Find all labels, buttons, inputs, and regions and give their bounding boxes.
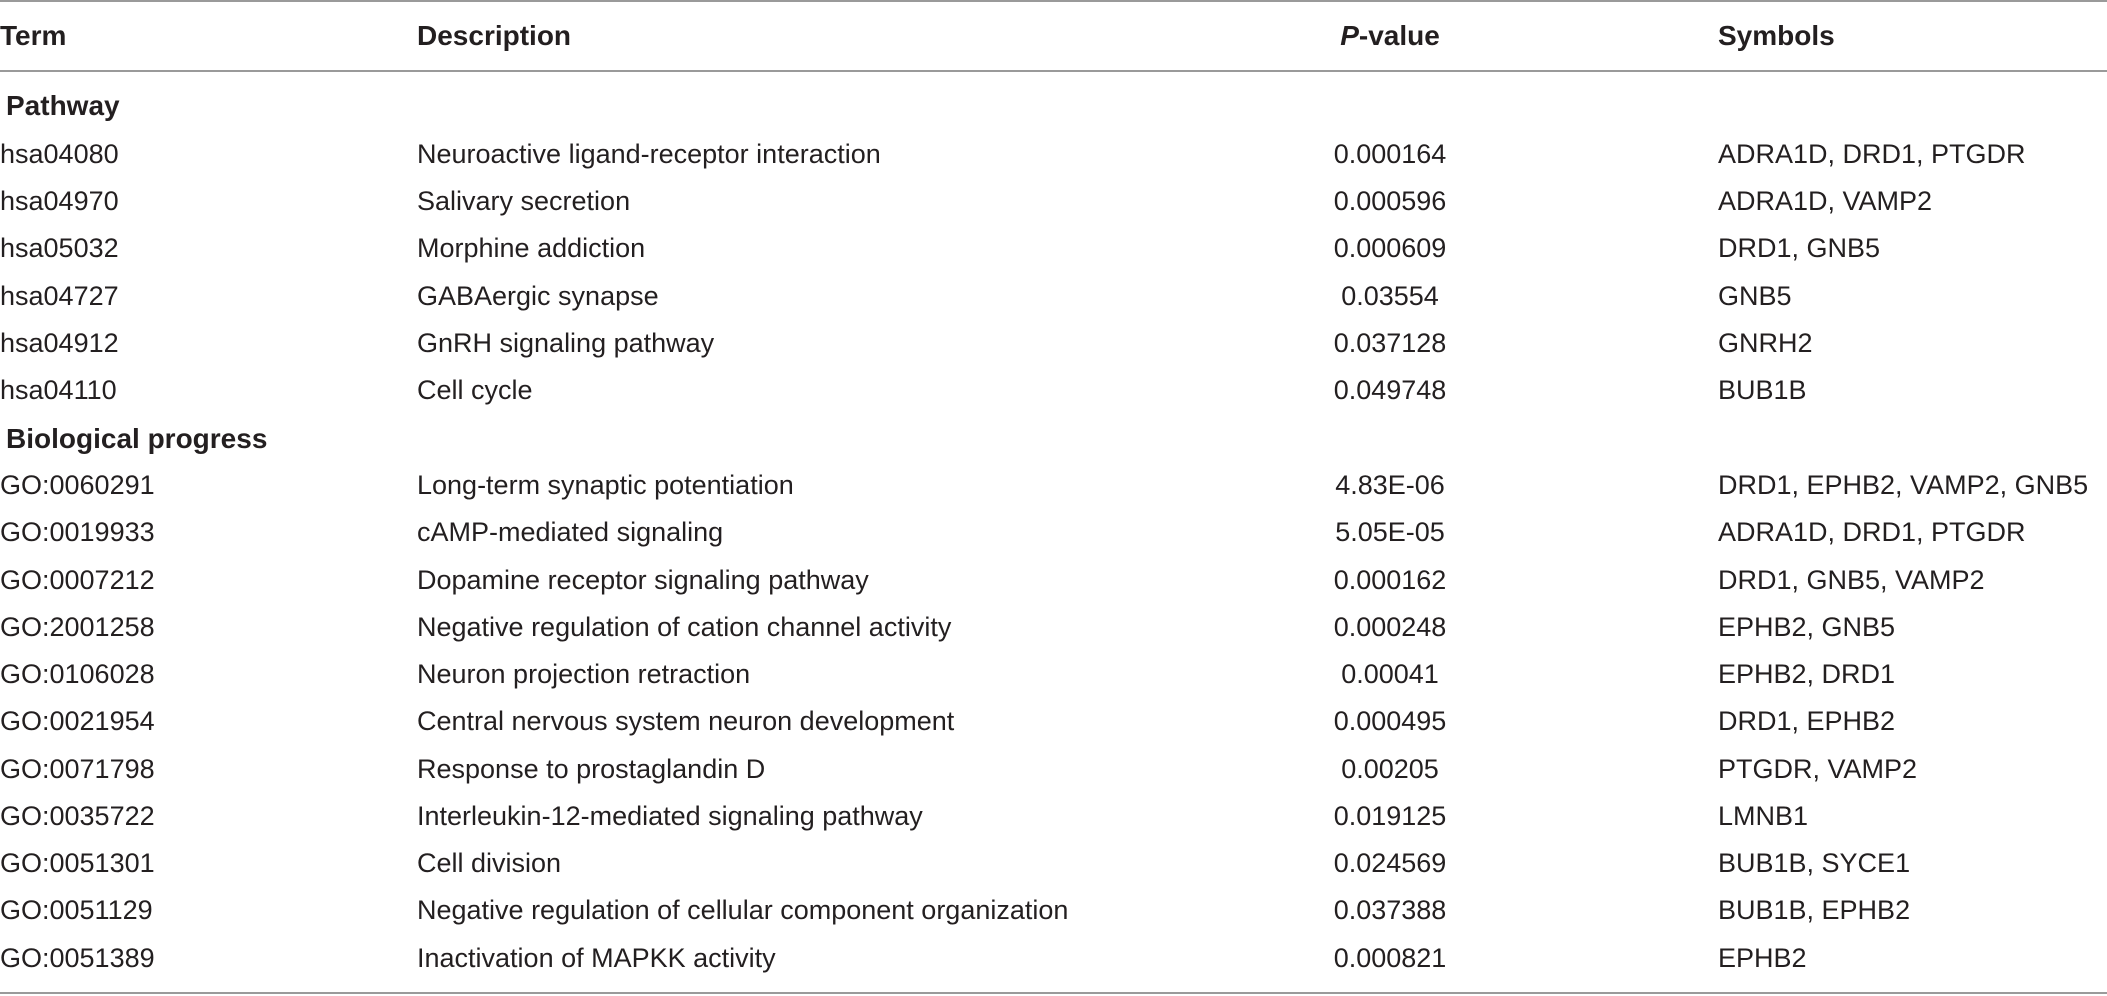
cell-symbols: BUB1B, EPHB2 [1718,895,1911,925]
cell-term: hsa04970 [0,186,119,216]
cell-pvalue: 0.000596 [1333,186,1447,216]
cell-term: GO:0071798 [0,754,155,784]
cell-pvalue: 0.00205 [1341,754,1439,784]
header-term: Term [0,20,67,51]
cell-term: GO:0019933 [0,517,155,547]
cell-description: Inactivation of MAPKK activity [417,943,776,973]
cell-symbols: LMNB1 [1718,801,1809,831]
section-header [0,82,2107,129]
cell-term: hsa04912 [0,328,119,358]
cell-pvalue: 0.000495 [1333,706,1447,736]
table-row [0,462,2107,509]
cell-pvalue: 0.049748 [1333,375,1447,405]
cell-term: GO:0021954 [0,706,155,736]
cell-symbols: GNB5 [1718,281,1792,311]
cell-pvalue: 5.05E-05 [1335,517,1445,547]
table-row [0,840,2107,887]
cell-term: hsa04727 [0,281,119,311]
cell-term: GO:0106028 [0,659,155,689]
table-row [0,887,2107,934]
table-row [0,793,2107,840]
cell-symbols: BUB1B, SYCE1 [1718,848,1911,878]
cell-pvalue: 0.037388 [1333,895,1447,925]
table-row [0,320,2107,367]
cell-description: Cell division [417,848,562,878]
cell-description: Cell cycle [417,375,533,405]
cell-description: Dopamine receptor signaling pathway [417,565,869,595]
table-row [0,225,2107,272]
cell-description: Central nervous system neuron development [417,706,955,736]
cell-symbols: ADRA1D, VAMP2 [1718,186,1933,216]
cell-symbols: DRD1, GNB5 [1718,233,1881,263]
table-row [0,651,2107,698]
header-pvalue-rest: -value [1358,20,1440,51]
bottom-rule [0,992,2107,994]
table-row [0,509,2107,556]
cell-pvalue: 4.83E-06 [1335,470,1445,500]
table-row [0,273,2107,320]
section-title: Pathway [6,90,120,121]
header-pvalue-p: P [1340,20,1359,51]
cell-term: hsa04080 [0,139,119,169]
cell-symbols: BUB1B [1718,375,1807,405]
cell-description: GABAergic synapse [417,281,659,311]
cell-pvalue: 0.000164 [1333,139,1447,169]
cell-description: Interleukin-12-mediated signaling pathway [417,801,923,831]
cell-symbols: ADRA1D, DRD1, PTGDR [1718,517,2026,547]
table-row [0,746,2107,793]
cell-term: GO:0051129 [0,895,153,925]
cell-pvalue: 0.037128 [1333,328,1447,358]
cell-pvalue: 0.000821 [1333,943,1447,973]
cell-term: GO:2001258 [0,612,155,642]
cell-description: Long-term synaptic potentiation [417,470,794,500]
cell-term: GO:0007212 [0,565,155,595]
section-header [0,415,2107,462]
cell-pvalue: 0.019125 [1333,801,1447,831]
cell-description: Negative regulation of cation channel activity [417,612,952,642]
cell-description: Morphine addiction [417,233,646,263]
cell-description: Neuron projection retraction [417,659,751,689]
cell-pvalue: 0.000248 [1333,612,1447,642]
cell-description: GnRH signaling pathway [417,328,715,358]
cell-symbols: DRD1, EPHB2, VAMP2, GNB5 [1718,470,2089,500]
cell-symbols: DRD1, GNB5, VAMP2 [1718,565,1985,595]
cell-term: hsa04110 [0,375,117,405]
cell-description: cAMP-mediated signaling [417,517,724,547]
table-row [0,557,2107,604]
cell-pvalue: 0.024569 [1333,848,1447,878]
cell-description: Response to prostaglandin D [417,754,766,784]
table-row [0,367,2107,414]
cell-symbols: EPHB2, DRD1 [1718,659,1896,689]
cell-symbols: DRD1, EPHB2 [1718,706,1896,736]
table-row [0,935,2107,982]
header-pvalue [1300,12,1480,59]
cell-pvalue: 0.03554 [1341,281,1439,311]
cell-term: GO:0051301 [0,848,155,878]
cell-symbols: GNRH2 [1718,328,1813,358]
cell-term: GO:0060291 [0,470,155,500]
header-symbols: Symbols [1718,20,1835,51]
cell-pvalue: 0.000609 [1333,233,1447,263]
cell-term: GO:0051389 [0,943,155,973]
header-rule [0,70,2107,72]
cell-symbols: EPHB2 [1718,943,1807,973]
table-header [0,12,2107,59]
cell-symbols: EPHB2, GNB5 [1718,612,1896,642]
cell-description: Salivary secretion [417,186,631,216]
cell-term: hsa05032 [0,233,119,263]
table-row [0,178,2107,225]
cell-term: GO:0035722 [0,801,155,831]
cell-description: Neuroactive ligand-receptor interaction [417,139,881,169]
cell-pvalue: 0.00041 [1341,659,1439,689]
top-rule [0,0,2107,2]
table-row [0,604,2107,651]
table-row [0,698,2107,745]
cell-pvalue: 0.000162 [1333,565,1447,595]
cell-description: Negative regulation of cellular component organization [417,895,1069,925]
header-description: Description [417,20,572,51]
section-title: Biological progress [6,423,268,454]
cell-symbols: PTGDR, VAMP2 [1718,754,1918,784]
cell-symbols: ADRA1D, DRD1, PTGDR [1718,139,2026,169]
table-row [0,131,2107,178]
